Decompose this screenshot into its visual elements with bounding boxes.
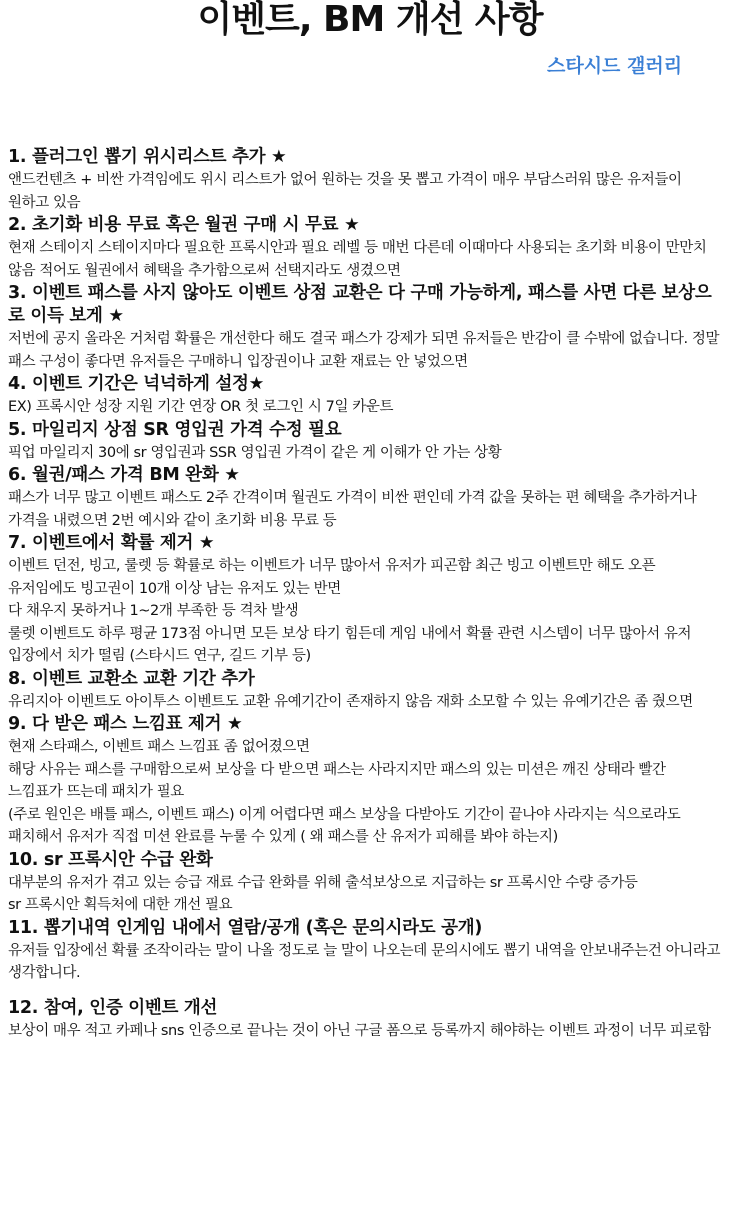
feedback-item-body-line: 패스가 너무 많고 이벤트 패스도 2주 간격이며 월권도 가격이 비싼 편인데 가격 값을 못하는 편 혜택을 추가하거나 가격을 내렸으면 2번 예시와 같이 초기화 비용 무료 등: [8, 490, 697, 529]
feedback-item-body-line: 해당 사유는 패스를 구매함으로써 보상을 다 받으면 패스는 사라지지만 패스의 있는 미션은 깨진 상태라 빨간 느낌표가 뜨는데 패치가 필요: [8, 761, 666, 800]
feedback-item-body-line: 대부분의 유저가 겪고 있는 승급 재료 수급 완화를 위해 출석보상으로 지급하는 sr 프록시안 수량 증가등: [8, 874, 638, 891]
feedback-item-title: 8. 이벤트 교환소 교환 기간 추가: [8, 668, 255, 689]
feedback-item-title: 4. 이벤트 기간은 넉넉하게 설정★: [8, 374, 265, 394]
feedback-item-title: 2. 초기화 비용 무료 혹은 월권 구매 시 무료 ★: [8, 215, 360, 235]
feedback-item-body: [8, 237, 722, 282]
feedback-item-body: [8, 736, 722, 849]
feedback-item-body: [8, 487, 722, 532]
feedback-item-body-line: 현재 스타패스, 이벤트 패스 느낌표 좀 없어졌으면: [8, 739, 310, 755]
feedback-item-body: [8, 169, 722, 214]
feedback-item-body: [8, 872, 722, 917]
feedback-item-body: [8, 1020, 722, 1043]
feedback-item-title: 3. 이벤트 패스를 사지 않아도 이벤트 상점 교환은 다 구매 가능하게, 패스를 사면 다른 보상으로 이득 보게 ★: [8, 283, 712, 326]
feedback-item-title: 10. sr 프록시안 수급 완화: [8, 849, 213, 870]
feedback-item: [8, 282, 722, 373]
feedback-item-body-line: 저번에 공지 올라온 거처럼 확률은 개선한다 해도 결국 패스가 강제가 되면 유저들은 반감이 클 수밖에 없습니다. 정말 패스 구성이 좋다면 유저들은 구매하니 입장권이나 교환 재료는 안 넣었으면: [8, 331, 720, 370]
feedback-item-body-line: 보상이 매우 적고 카페나 sns 인증으로 끝나는 것이 아닌 구글 폼으로 등록까지 해야하는 이벤트 과정이 너무 피로함: [8, 1022, 711, 1039]
feedback-item-body: [8, 442, 722, 465]
feedback-item-body: [8, 396, 722, 419]
feedback-item-body-line: 현재 스테이지 스테이지마다 필요한 프록시안과 필요 레벨 등 매번 다른데 이때마다 사용되는 초기화 비용이 만만치 않음 적어도 월권에서 혜택을 추가함으로써 선택지라도 생겼으면: [8, 240, 707, 279]
feedback-item: [8, 997, 722, 1043]
feedback-item-title: 7. 이벤트에서 확률 제거 ★: [8, 533, 215, 553]
feedback-list: [8, 146, 722, 1042]
feedback-item-body-line: 픽업 마일리지 30에 sr 영입권과 SSR 영입권 가격이 같은 게 이해가 안 가는 상황: [8, 444, 502, 461]
feedback-item-body-line: 룰렛 이벤트도 하루 평균 173점 아니면 모든 보상 타기 힘든데 게임 내에서 확률 관련 시스템이 너무 많아서 유저 입장에서 치가 떨림 (스타시드 연구, 길드 기부 등): [8, 625, 692, 664]
feedback-item-title: 5. 마일리지 상점 SR 영입권 가격 수정 필요: [8, 419, 342, 440]
feedback-item-body: [8, 555, 722, 668]
feedback-item-body: [8, 691, 722, 714]
feedback-item: [8, 532, 722, 668]
feedback-item: [8, 146, 722, 214]
feedback-item: [8, 849, 722, 917]
feedback-item-body-line: sr 프록시안 획득처에 대한 개선 필요: [8, 897, 233, 913]
document-title: 이벤트, BM 개선 사항: [197, 0, 543, 40]
feedback-item-title: 6. 월권/패스 가격 BM 완화 ★: [8, 465, 240, 485]
feedback-item-body-line: 다 채우지 못하거나 1~2개 부족한 등 격차 발생: [8, 603, 299, 619]
feedback-item-title: 12. 참여, 인증 이벤트 개선: [8, 997, 218, 1018]
feedback-item-body: [8, 328, 722, 373]
feedback-item-body-line: 앤드컨텐츠 + 비싼 가격임에도 위시 리스트가 없어 원하는 것을 못 뽑고 가격이 매우 부담스러워 많은 유저들이 원하고 있음: [8, 172, 682, 211]
feedback-item-body-line: 유저들 입장에선 확률 조작이라는 말이 나올 정도로 늘 말이 나오는데 문의시에도 뽑기 내역을 안보내주는건 아니라고 생각합니다.: [8, 942, 721, 981]
document-subtitle: 스타시드 갤러리: [547, 55, 683, 77]
feedback-item: [8, 668, 722, 714]
feedback-item-body-line: 유리지아 이벤트도 아이투스 이벤트도 교환 유예기간이 존재하지 않음 재화 소모할 수 있는 유예기간은 좀 줬으면: [8, 693, 693, 710]
feedback-item-title: 1. 플러그인 뽑기 위시리스트 추가 ★: [8, 147, 287, 167]
feedback-item-title: 9. 다 받은 패스 느낌표 제거 ★: [8, 714, 243, 734]
feedback-item: [8, 464, 722, 532]
feedback-item: [8, 373, 722, 419]
feedback-item-body-line: (주로 원인은 배틀 패스, 이벤트 패스) 이게 어렵다면 패스 보상을 다받아도 기간이 끝나야 사라지는 식으로라도 패치해서 유저가 직접 미션 완료를 누룰 수 있게 ( 왜 패스를 산 유저가 피해를 봐야 하는지): [8, 806, 681, 845]
feedback-item-body: [8, 940, 722, 985]
feedback-item-body-line: EX) 프록시안 성장 지원 기간 연장 OR 첫 로그인 시 7일 카운트: [8, 399, 394, 415]
feedback-item: [8, 713, 722, 849]
feedback-item: [8, 917, 722, 985]
feedback-item-title: 11. 뽑기내역 인게임 내에서 열람/공개 (혹은 문의시라도 공개): [8, 917, 483, 938]
feedback-item: [8, 419, 722, 465]
feedback-item: [8, 214, 722, 282]
feedback-item-body-line: 이벤트 던전, 빙고, 룰렛 등 확률로 하는 이벤트가 너무 많아서 유저가 피곤함 최근 빙고 이벤트만 해도 오픈 유저임에도 빙고권이 10개 이상 남는 유저도 있는 반면: [8, 558, 656, 597]
